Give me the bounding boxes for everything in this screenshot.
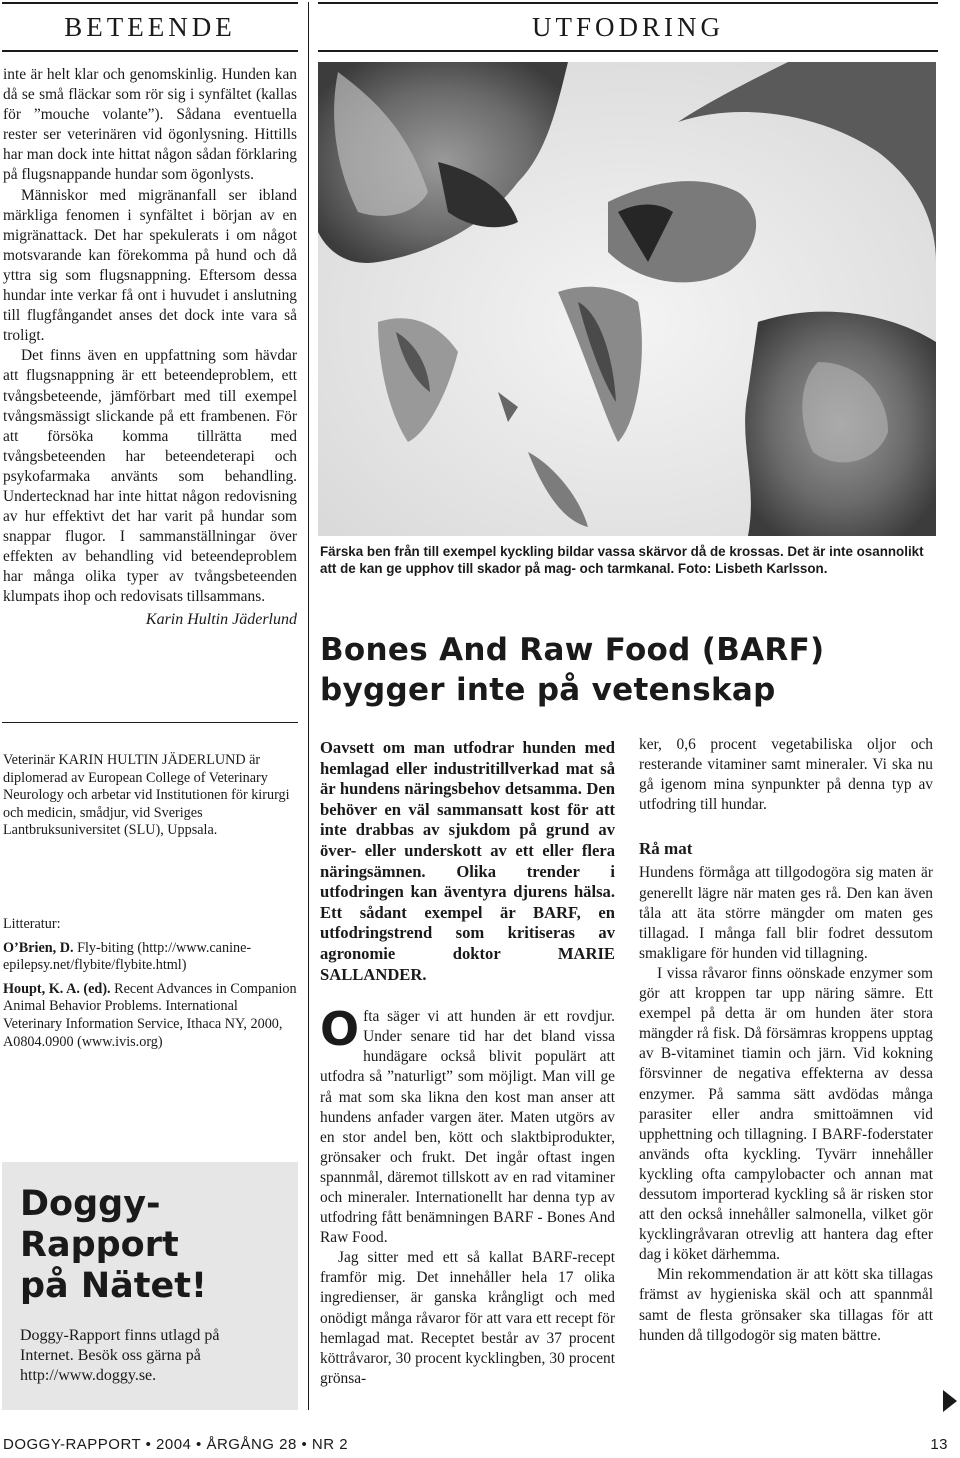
reference-2-text: Recent Advances in Companion Animal Behavior Problems. International Veterinary Information Service, Ithaca NY, 2000, A0804.0900 (www.ivis.org) bbox=[3, 980, 297, 1050]
article-col2-paragraph-1: ker, 0,6 procent vegetabiliska oljor och resterande vitaminer samt mineraler. Vi ska nu gå igenom mina synpunkter på denna typ av utfodring till hundar. bbox=[639, 736, 933, 814]
column-divider bbox=[308, 2, 309, 1410]
author-bio: Veterinär KARIN HULTIN JÄDERLUND är diplomerad av European College of Veterinary Neurology och arbetar vid Institutionen för kirurgi och medicin, smådjur, vid Sveriges Lantbruksuniversitet (SLU), Uppsala. bbox=[3, 752, 290, 839]
article-headline bbox=[320, 630, 936, 710]
left-paragraph-2: Människor med migränanfall ser ibland märkliga fenomen i synfältet i början av en migränattack. Det har spekulerats i om något motsvarande kan förekomma på hund och då yttra sig som flugsnappning. Eftersom dessa hundar inte verkar få ont i huvudet i anslutning till flugfångandet anses det dock inte vara så troligt. bbox=[3, 186, 297, 345]
left-header-underline bbox=[2, 50, 298, 52]
article-col2-paragraph-4: Min rekommendation är att kött ska tillagas främst av hygieniska skäl och att spannmål samt de flesta grönsaker ska tillagas för att hunden då tillgodogör sig maten bättre. bbox=[639, 1266, 933, 1344]
reference-2 bbox=[3, 981, 297, 1051]
reference-1-author: O’Brien, D. bbox=[3, 939, 74, 956]
reference-1-text: Fly-biting (http://www.canine-epilepsy.net/flybite/flybite.html) bbox=[3, 939, 252, 974]
left-column-text bbox=[3, 65, 297, 630]
section-header-utfodring: UTFODRING bbox=[531, 12, 724, 42]
footer-page-number: 13 bbox=[930, 1436, 948, 1453]
left-paragraph-1: inte är helt klar och genomskinlig. Hunden kan då se små fläckar som rör sig i synfältet (kallas för ”mouche volante”). Sådana eventuella rester ser veterinären vid ögonlysning. Hittills har man dock inte hittat någon sådan förklaring på flugsnappande hundar som ögonlysts. bbox=[3, 66, 297, 184]
drop-cap: O bbox=[320, 1002, 360, 1057]
article-col2-paragraph-3: I vissa råvaror finns oönskade enzymer som gör att kroppen tar upp näring sämre. Ett exempel på detta är om hunden äter stora mängder rå fisk. Då försämras kroppens upptag av B-vitaminet tiamin och järn. Vid kokning försvinner de negativa effekterna av dessa enzymer. På samma sätt avdödas många parasiter eller andra smittoämnen vid upphettning och tillagning. I BARF-foderstater används ofta kyckling. Tyvärr innehåller kyckling ofta campylobacter och annan mat dessutom importerad kyckling så är risken stor att den också innehåller salmonella, vilket gör kycklingråvaran otrevlig att hantera dag efter dag i köket därhemma. bbox=[639, 964, 933, 1264]
doggy-rapport-promo-box bbox=[2, 1162, 298, 1410]
promo-title-line-3: på Nätet! bbox=[20, 1266, 207, 1306]
bones-photo-illustration bbox=[318, 62, 936, 536]
photo-caption: Färska ben från till exempel kyckling bildar vassa skärvor då de krossas. Det är inte osannolikt att de kan ge upphov till skador på mag- och tarmkanal. Foto: Lisbeth Karlsson. bbox=[320, 544, 924, 576]
right-header-underline bbox=[318, 50, 938, 52]
continue-arrow-icon bbox=[943, 1390, 957, 1412]
author-signature: Karin Hultin Jäderlund bbox=[145, 610, 297, 628]
subhead-raw-food: Rå mat bbox=[639, 839, 693, 859]
promo-title-line-1: Doggy- bbox=[20, 1184, 161, 1224]
reference-1 bbox=[3, 940, 297, 975]
footer-publication: DOGGY-RAPPORT • 2004 • ÅRGÅNG 28 • NR 2 bbox=[3, 1436, 349, 1453]
promo-text: Doggy-Rapport finns utlagd på Internet. Besök oss gärna på http://www.doggy.se. bbox=[20, 1327, 220, 1384]
article-column-2 bbox=[639, 735, 933, 1346]
photo-chicken-bones bbox=[318, 62, 936, 536]
right-top-rule bbox=[318, 2, 938, 4]
article-col1-body bbox=[320, 1002, 615, 1389]
promo-title-line-2: Rapport bbox=[20, 1225, 179, 1265]
left-top-rule bbox=[2, 2, 298, 4]
article-column-1 bbox=[320, 738, 615, 1389]
left-paragraph-3: Det finns även en uppfattning som hävdar att flugsnappning är ett beteendeproblem, ett tvångsbeteende, jämförbart med till exempel tvångsmässigt slickande på ett frambenen. För att försöka komma tillrätta med tvångsbeteenden har beteendeterapi och psykofarmaka använts som behandling. Undertecknad har inte hittat någon redovisning av hur effektivt det har varit på hundar som snappar flugor. I sammanställningar över effekten av behandling vid beteendeproblem har många olika typer av tvångsbeteenden klumpats ihop och redovisats tillsammans. bbox=[3, 347, 297, 606]
article-col1-paragraph-2: Jag sitter med ett så kallat BARF-recept framför mig. Det innehåller hela 17 olika ingredienser, är ganska krångligt och med onödigt många råvaror för att vara ett recept för hemlagad mat. Receptet består av 37 procent köttråvaror, 30 procent kycklingben, 30 procent grönsa- bbox=[320, 1249, 615, 1387]
article-col1-paragraph-1 bbox=[320, 1002, 615, 1248]
section-header-beteende: BETEENDE bbox=[64, 12, 236, 42]
headline-line-1: Bones And Raw Food (BARF) bbox=[320, 632, 825, 668]
article-col2-paragraph-2: Hundens förmåga att tillgodogöra sig maten är generellt lägre när maten ges rå. Den kan även tåla att äta större mängder om maten ges tillagad. I många fall blir fodret dessutom smakligare för hunden vid tillagning. bbox=[639, 864, 933, 962]
article-lead: Oavsett om man utfodrar hunden med hemlagad eller industritillverkad mat så är hundens näringsbehov detsamma. Den behöver en väl sammansatt kost för att inte drabbas av sjukdom på grund av över- eller underskott av ett eller flera näringsämnen. Olika trender i utfodringen kan äventyra djurens hälsa. Ett sådant exempel är BARF, en utfodringstrend som kritiseras av agronomie doktor MARIE SALLANDER. bbox=[320, 738, 615, 984]
bio-separator bbox=[2, 722, 298, 723]
literature-label: Litteratur: bbox=[3, 916, 61, 932]
article-col1-paragraph-1-text: fta säger vi att hunden är ett rovdjur. Under senare tid har det bland vissa hundägare också blivit populärt att utfodra så ”naturligt” som möjligt. Man vill ge rå mat som ska likna den kost man anser att hundens anfader vargen äter. Maten utgörs av en stor andel ben, kött och slaktbiprodukter, grönsaker och frukt. Det ingår oftast ingen spannmål, däremot tillskott av en rad vitaminer och mineraler. Internationellt har denna typ av utfodring fått benämningen BARF - Bones And Raw Food. bbox=[320, 1008, 615, 1247]
literature-section bbox=[3, 916, 297, 1051]
promo-title bbox=[20, 1184, 207, 1307]
reference-2-author: Houpt, K. A. (ed). bbox=[3, 980, 111, 997]
headline-line-2: bygger inte på vetenskap bbox=[320, 672, 776, 708]
